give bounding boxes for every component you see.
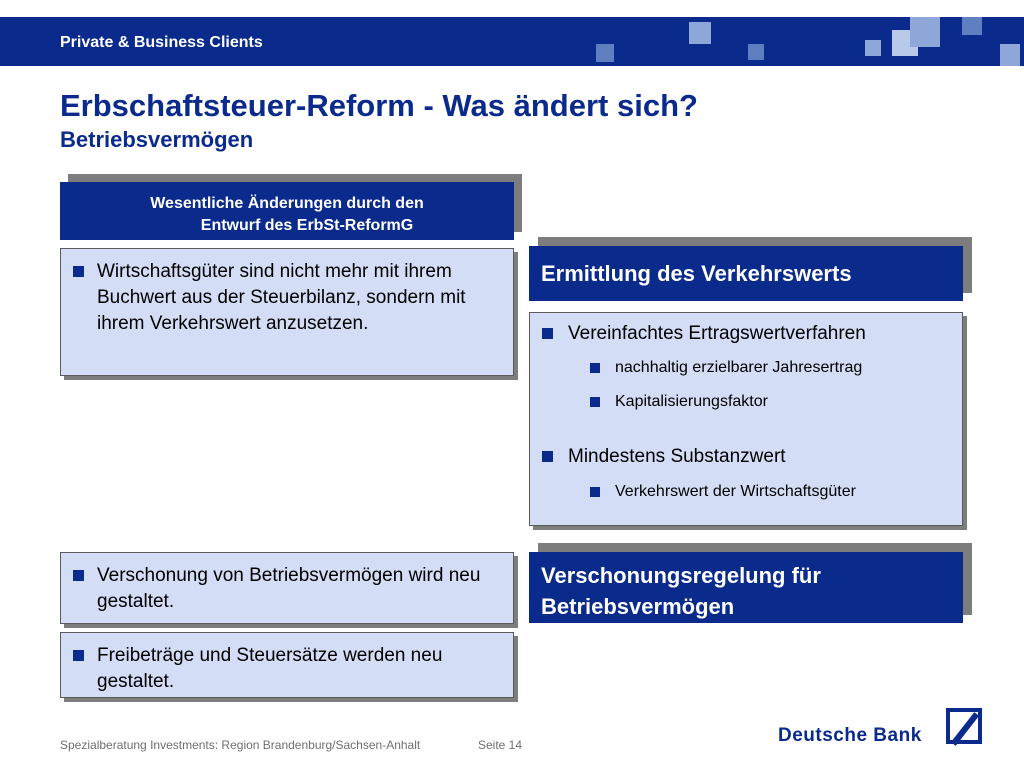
right-item2-sub1: Verkehrswert der Wirtschaftsgüter bbox=[615, 483, 856, 500]
right-item1-sub2: Kapitalisierungsfaktor bbox=[615, 393, 768, 410]
deutsche-bank-logo-icon bbox=[946, 708, 982, 744]
right-header2-text: Verschonungsregelung für Betriebsvermögen bbox=[541, 563, 821, 619]
right-header1-text: Ermittlung des Verkehrswerts bbox=[541, 261, 852, 286]
square-bullet-icon bbox=[590, 363, 600, 373]
division-label: Private & Business Clients bbox=[60, 34, 263, 51]
footer-text: Spezialberatung Investments: Region Brandenburg/Sachsen-Anhalt bbox=[60, 738, 421, 752]
box1-text: Wirtschaftsgüter sind nicht mehr mit ihrem Buchwert aus der Steuerbilanz, sondern mit ihrem Verkehrswert anzusetzen. bbox=[97, 261, 466, 334]
square-bullet-icon bbox=[73, 266, 84, 277]
right-item1-sub1: nachhaltig erzielbarer Jahresertrag bbox=[615, 359, 863, 376]
page-number: Seite 14 bbox=[478, 738, 523, 752]
box-freibetraege bbox=[60, 632, 514, 698]
left-header-line1: Wesentliche Änderungen durch den bbox=[150, 195, 424, 212]
box2-text: Verschonung von Betriebsvermögen wird neu gestaltet. bbox=[97, 565, 481, 612]
square-bullet-icon bbox=[73, 570, 84, 581]
bank-name: Deutsche Bank bbox=[778, 725, 922, 746]
left-header-line2: Entwurf des ErbSt-ReformG bbox=[200, 217, 414, 234]
box-verschonung bbox=[60, 552, 514, 624]
box-ermittlung-details bbox=[529, 312, 963, 526]
left-header-box bbox=[60, 182, 514, 240]
square-bullet-icon bbox=[542, 451, 553, 462]
square-bullet-icon bbox=[542, 328, 553, 339]
box-wirtschaftsgueter bbox=[60, 248, 514, 376]
page-subtitle: Betriebsvermögen bbox=[60, 127, 254, 152]
square-bullet-icon bbox=[590, 487, 600, 497]
square-bullet-icon bbox=[73, 650, 84, 661]
box3-text: Freibeträge und Steuersätze werden neu gestaltet. bbox=[97, 645, 443, 692]
right-header-verkehrswert bbox=[529, 246, 963, 301]
page-title: Erbschaftsteuer-Reform - Was ändert sich? bbox=[60, 88, 698, 123]
right-header-verschonungsregelung bbox=[529, 552, 963, 623]
right-item2: Mindestens Substanzwert bbox=[568, 446, 786, 467]
square-bullet-icon bbox=[590, 397, 600, 407]
right-item1: Vereinfachtes Ertragswertverfahren bbox=[568, 323, 866, 344]
